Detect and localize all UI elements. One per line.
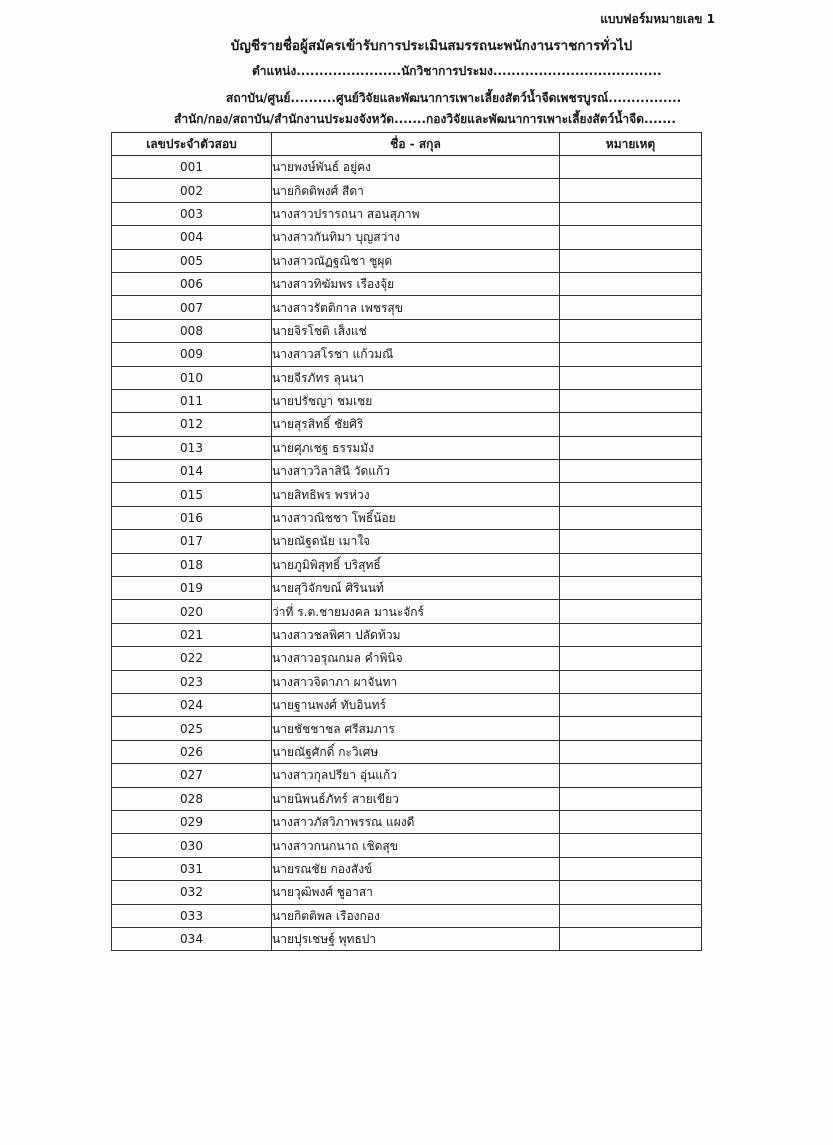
table-row	[112, 577, 702, 600]
exam-id-cell: 005	[112, 249, 272, 272]
table-row	[112, 413, 702, 436]
exam-id-cell: 024	[112, 693, 272, 716]
remark-cell	[560, 436, 702, 459]
remark-cell	[560, 249, 702, 272]
exam-id-cell: 001	[112, 156, 272, 179]
full-name-cell: นางสาวอรุณกมล คำพินิจ	[272, 647, 560, 670]
full-name-cell: นางสาวกนกนาถ เชิดสุข	[272, 834, 560, 857]
remark-cell	[560, 740, 702, 763]
full-name-cell: นางสาวทิฆัมพร เรืองจุ้ย	[272, 272, 560, 295]
table-row	[112, 272, 702, 295]
full-name-cell: นางสาวรัตติกาล เพชรสุข	[272, 296, 560, 319]
exam-id-cell: 003	[112, 202, 272, 225]
table-row	[112, 343, 702, 366]
full-name-cell: นายวุฒิพงศ์ ชูอาสา	[272, 881, 560, 904]
table-row	[112, 296, 702, 319]
full-name-cell: นางสาวปรารถนา สอนสุภาพ	[272, 202, 560, 225]
position-line: ตำแหน่ง.......................นักวิชาการประมง.....................................	[252, 64, 662, 78]
full-name-cell: นางสาวกุลปรียา อุ่นแก้ว	[272, 764, 560, 787]
table-row	[112, 881, 702, 904]
exam-id-cell: 029	[112, 810, 272, 833]
remark-cell	[560, 787, 702, 810]
remark-cell	[560, 460, 702, 483]
exam-id-cell: 009	[112, 343, 272, 366]
table-row	[112, 670, 702, 693]
full-name-cell: นายณัฐดนัย เมาใจ	[272, 530, 560, 553]
table-row	[112, 927, 702, 950]
full-name-cell: นายกิตติพล เรืองกอง	[272, 904, 560, 927]
full-name-cell: ว่าที่ ร.ต.ชายมงคล มานะจักร์	[272, 600, 560, 623]
table-row	[112, 366, 702, 389]
remark-cell	[560, 343, 702, 366]
exam-id-cell: 034	[112, 927, 272, 950]
table-row	[112, 810, 702, 833]
full-name-cell: นางสาวณัฏฐณิชา ชูผุด	[272, 249, 560, 272]
remark-cell	[560, 319, 702, 342]
remark-cell	[560, 530, 702, 553]
table-row	[112, 904, 702, 927]
remark-cell	[560, 764, 702, 787]
header-exam-id: เลขประจำตัวสอบ	[112, 133, 272, 156]
table-row	[112, 319, 702, 342]
remark-cell	[560, 413, 702, 436]
full-name-cell: นายสุรสิทธิ์ ชัยศิริ	[272, 413, 560, 436]
remark-cell	[560, 927, 702, 950]
exam-id-cell: 028	[112, 787, 272, 810]
table-row	[112, 857, 702, 880]
table-row	[112, 436, 702, 459]
exam-id-cell: 033	[112, 904, 272, 927]
office-line: สำนัก/กอง/สถาบัน/สำนักงานประมงจังหวัด.......กองวิจัยและพัฒนาการเพาะเลี้ยงสัตว์น้ำจืด.......	[174, 112, 676, 126]
full-name-cell: นายพงษ์พันธ์ อยู่คง	[272, 156, 560, 179]
table-row	[112, 553, 702, 576]
table-row	[112, 389, 702, 412]
remark-cell	[560, 296, 702, 319]
table-row	[112, 226, 702, 249]
exam-id-cell: 021	[112, 623, 272, 646]
remark-cell	[560, 623, 702, 646]
table-row	[112, 179, 702, 202]
exam-id-cell: 023	[112, 670, 272, 693]
full-name-cell: นายกิตติพงศ์ สีดา	[272, 179, 560, 202]
exam-id-cell: 011	[112, 389, 272, 412]
header-remark: หมายเหตุ	[560, 133, 702, 156]
table-row	[112, 693, 702, 716]
table-body	[112, 156, 702, 951]
exam-id-cell: 022	[112, 647, 272, 670]
full-name-cell: นายนิพนธ์ภัทร์ สายเขียว	[272, 787, 560, 810]
remark-cell	[560, 810, 702, 833]
exam-id-cell: 018	[112, 553, 272, 576]
full-name-cell: นายณัฐศักดิ์ กะวิเศษ	[272, 740, 560, 763]
remark-cell	[560, 366, 702, 389]
exam-id-cell: 012	[112, 413, 272, 436]
exam-id-cell: 006	[112, 272, 272, 295]
remark-cell	[560, 904, 702, 927]
form-number: แบบฟอร์มหมายเลข 1	[600, 12, 715, 26]
table-header-row	[112, 133, 702, 156]
remark-cell	[560, 156, 702, 179]
full-name-cell: นายสิทธิพร พรห่วง	[272, 483, 560, 506]
exam-id-cell: 008	[112, 319, 272, 342]
exam-id-cell: 017	[112, 530, 272, 553]
full-name-cell: นายรณชัย กองสังข์	[272, 857, 560, 880]
exam-id-cell: 027	[112, 764, 272, 787]
remark-cell	[560, 272, 702, 295]
remark-cell	[560, 179, 702, 202]
remark-cell	[560, 202, 702, 225]
remark-cell	[560, 506, 702, 529]
full-name-cell: นางสาวจิดาภา ผาจันทา	[272, 670, 560, 693]
table-row	[112, 202, 702, 225]
table-row	[112, 623, 702, 646]
full-name-cell: นายจีรภัทร ลุนนา	[272, 366, 560, 389]
remark-cell	[560, 553, 702, 576]
remark-cell	[560, 857, 702, 880]
full-name-cell: นายจิรโชติ เส็งแช่	[272, 319, 560, 342]
exam-id-cell: 032	[112, 881, 272, 904]
remark-cell	[560, 647, 702, 670]
exam-id-cell: 004	[112, 226, 272, 249]
table-row	[112, 834, 702, 857]
header-full-name: ชื่อ - สกุล	[272, 133, 560, 156]
document-title: บัญชีรายชื่อผู้สมัครเข้ารับการประเมินสมรรถนะพนักงานราชการทั่วไป	[230, 38, 633, 54]
full-name-cell: นายภูมิพิสุทธิ์ บริสุทธิ์	[272, 553, 560, 576]
exam-id-cell: 010	[112, 366, 272, 389]
exam-id-cell: 025	[112, 717, 272, 740]
table-row	[112, 483, 702, 506]
remark-cell	[560, 670, 702, 693]
table-row	[112, 460, 702, 483]
exam-id-cell: 026	[112, 740, 272, 763]
full-name-cell: นายศุภเชฐ ธรรมมัง	[272, 436, 560, 459]
full-name-cell: นายชัชชาชล ศรีสมภาร	[272, 717, 560, 740]
institute-line: สถาบัน/ศูนย์..........ศูนย์วิจัยและพัฒนาการเพาะเลี้ยงสัตว์น้ำจืดเพชรบูรณ์................	[226, 91, 682, 105]
table-row	[112, 600, 702, 623]
exam-id-cell: 013	[112, 436, 272, 459]
table-row	[112, 530, 702, 553]
exam-id-cell: 015	[112, 483, 272, 506]
full-name-cell: นายฐานพงศ์ ทับอินทร์	[272, 693, 560, 716]
exam-id-cell: 019	[112, 577, 272, 600]
full-name-cell: นางสาวกันทิมา บุญสว่าง	[272, 226, 560, 249]
remark-cell	[560, 717, 702, 740]
remark-cell	[560, 226, 702, 249]
full-name-cell: นางสาวภัสวิภาพรรณ แผงดี	[272, 810, 560, 833]
exam-id-cell: 016	[112, 506, 272, 529]
remark-cell	[560, 881, 702, 904]
table-row	[112, 156, 702, 179]
exam-id-cell: 002	[112, 179, 272, 202]
table-row	[112, 647, 702, 670]
table-row	[112, 787, 702, 810]
remark-cell	[560, 693, 702, 716]
table-row	[112, 249, 702, 272]
remark-cell	[560, 483, 702, 506]
exam-id-cell: 007	[112, 296, 272, 319]
full-name-cell: นางสาวณิชชา โพธิ์น้อย	[272, 506, 560, 529]
remark-cell	[560, 600, 702, 623]
table-row	[112, 740, 702, 763]
table-row	[112, 764, 702, 787]
exam-id-cell: 031	[112, 857, 272, 880]
table-row	[112, 506, 702, 529]
exam-id-cell: 030	[112, 834, 272, 857]
remark-cell	[560, 389, 702, 412]
remark-cell	[560, 834, 702, 857]
full-name-cell: นายปุรเชษฐ์ พุทธปา	[272, 927, 560, 950]
table-row	[112, 717, 702, 740]
candidate-table	[111, 132, 702, 951]
full-name-cell: นางสาวชลพิศา ปลัดท้วม	[272, 623, 560, 646]
full-name-cell: นายสุวิจักขณ์ ศิรินนท์	[272, 577, 560, 600]
exam-id-cell: 014	[112, 460, 272, 483]
full-name-cell: นางสาวสโรชา แก้วมณี	[272, 343, 560, 366]
full-name-cell: นายปรัชญา ชมเชย	[272, 389, 560, 412]
remark-cell	[560, 577, 702, 600]
exam-id-cell: 020	[112, 600, 272, 623]
full-name-cell: นางสาววิลาสินี วัดแก้ว	[272, 460, 560, 483]
